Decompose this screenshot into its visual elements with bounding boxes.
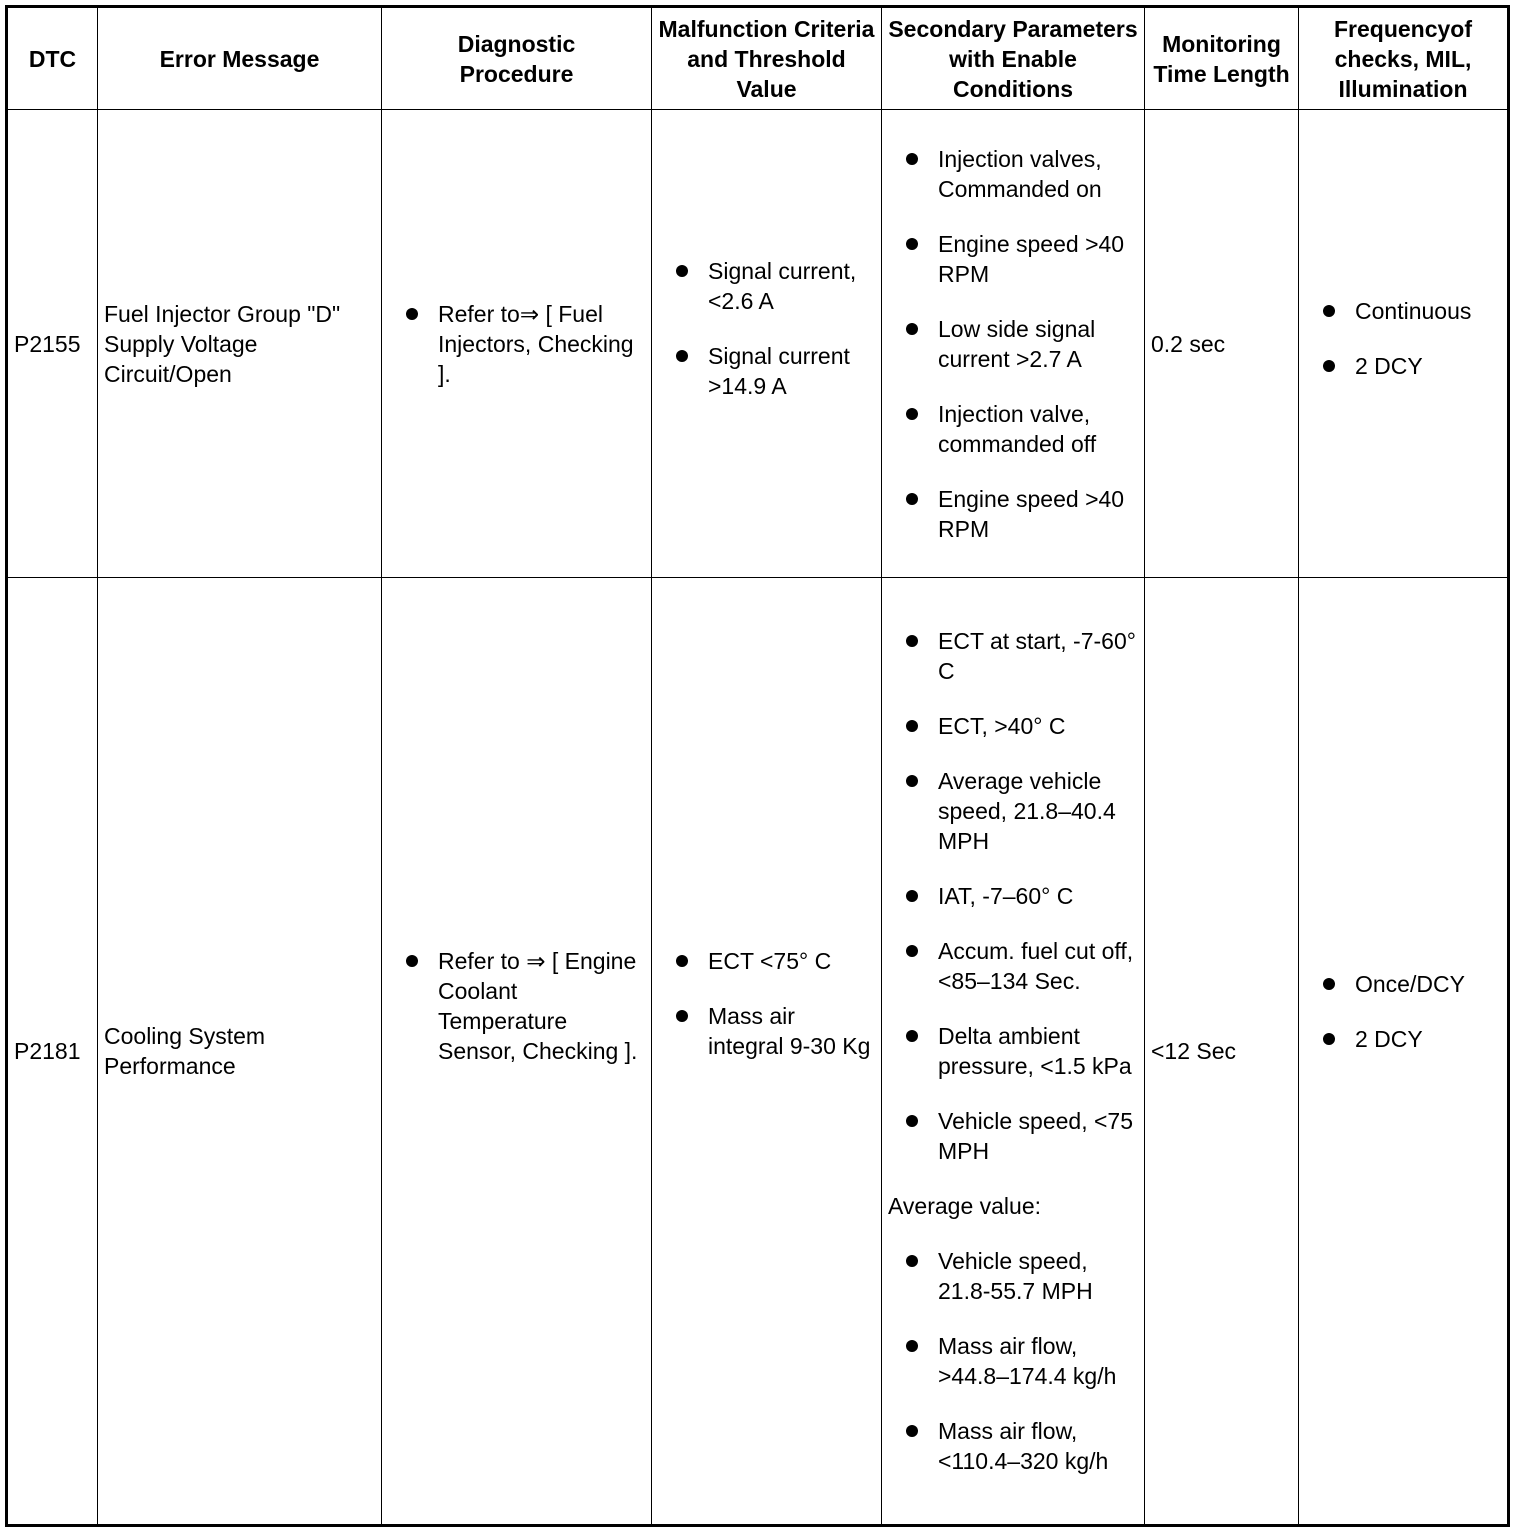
monitoring-time: <12 Sec [1145, 578, 1299, 1526]
bullet-icon [906, 493, 918, 505]
list-item-text: Engine speed >40 RPM [938, 485, 1125, 542]
secondary-item [888, 229, 1138, 289]
bullet-icon [1323, 1033, 1335, 1045]
secondary-item [888, 1106, 1138, 1166]
secondary-item [888, 484, 1138, 544]
bullet-icon [906, 153, 918, 165]
diagnostic-procedure [382, 110, 652, 578]
frequency-item [1305, 296, 1501, 326]
bullet-icon [906, 408, 918, 420]
frequency-item [1305, 351, 1501, 381]
secondary-item [888, 626, 1138, 686]
list-item-text: ECT <75° C [708, 948, 832, 974]
bullet-icon [906, 1115, 918, 1127]
list-item-text: Injection valves, Commanded on [938, 145, 1102, 202]
bullet-icon [906, 1340, 918, 1352]
bullet-icon [906, 1030, 918, 1042]
bullet-icon [406, 308, 418, 320]
bullet-icon [906, 635, 918, 647]
frequency [1299, 110, 1509, 578]
bullet-icon [906, 945, 918, 957]
list-item-text: Vehicle speed, 21.8-55.7 MPH [938, 1248, 1093, 1304]
secondary-item [888, 1246, 1138, 1306]
list-item-text: Once/DCY [1355, 970, 1465, 997]
list-item-text: Accum. fuel cut off, <85–134 Sec. [938, 938, 1134, 994]
bullet-icon [906, 775, 918, 787]
diagnostic-procedure [382, 578, 652, 1526]
header-dtc: DTC [7, 7, 98, 110]
bullet-icon [906, 720, 918, 732]
bullet-icon [676, 955, 688, 967]
frequency-item [1305, 1024, 1501, 1054]
table-row [7, 110, 1509, 578]
dtc-table [5, 5, 1510, 1527]
frequency [1299, 578, 1509, 1526]
bullet-icon [676, 265, 688, 277]
criteria-item [658, 1001, 875, 1061]
secondary-item [888, 1021, 1138, 1081]
list-item-text: Refer to ⇒ [ Engine Coolant Temperature Sensor, Checking ]. [438, 948, 638, 1064]
list-item-text: Signal current, <2.6 A [708, 258, 857, 314]
criteria-item [658, 256, 875, 316]
list-item-text: IAT, -7–60° C [938, 883, 1074, 909]
list-item-text: Injection valve, commanded off [938, 400, 1097, 457]
list-item-text: 2 DCY [1355, 353, 1423, 379]
secondary-item [888, 711, 1138, 741]
monitoring-time: 0.2 sec [1145, 110, 1299, 578]
secondary-item [888, 144, 1138, 204]
secondary-item [888, 399, 1138, 459]
bullet-icon [1323, 305, 1335, 317]
secondary-item [888, 881, 1138, 911]
bullet-icon [406, 955, 418, 967]
secondary-item [888, 1331, 1138, 1391]
malfunction-criteria [652, 578, 882, 1526]
bullet-icon [676, 1010, 688, 1022]
criteria-item [658, 946, 875, 976]
list-item-text: Signal current >14.9 A [708, 343, 850, 399]
list-item-text: Low side signal current >2.7 A [938, 315, 1096, 372]
secondary-item [888, 766, 1138, 856]
table-row [7, 578, 1509, 1526]
list-item-text: Continuous [1355, 298, 1472, 324]
secondary-item [888, 1416, 1138, 1476]
bullet-icon [906, 890, 918, 902]
header-error-message: Error Message [98, 7, 382, 110]
header-malfunction-criteria: Malfunction Criteria and Threshold Value [652, 7, 882, 110]
bullet-icon [1323, 978, 1335, 990]
bullet-icon [906, 1425, 918, 1437]
list-item-text: Mass air integral 9-30 Kg [708, 1003, 871, 1059]
error-message: Fuel Injector Group "D" Supply Voltage Circuit/Open [98, 110, 382, 578]
average-value-label: Average value: [888, 1193, 1042, 1219]
malfunction-criteria [652, 110, 882, 578]
list-item-text: Mass air flow, <110.4–320 kg/h [938, 1418, 1109, 1474]
list-item-text: Average vehicle speed, 21.8–40.4 MPH [938, 768, 1116, 854]
header-row [7, 7, 1509, 110]
dtc-code: P2181 [7, 578, 98, 1526]
procedure-item [388, 946, 641, 1066]
list-item-text: Refer to⇒ [ Fuel Injectors, Checking ]. [438, 300, 634, 387]
header-secondary-parameters: Secondary Parameters with Enable Conditions [882, 7, 1145, 110]
error-message: Cooling System Performance [98, 578, 382, 1526]
dtc-code: P2155 [7, 110, 98, 578]
bullet-icon [906, 323, 918, 335]
frequency-item [1305, 969, 1501, 999]
criteria-item [658, 341, 875, 401]
list-item-text: Delta ambient pressure, <1.5 kPa [938, 1023, 1132, 1079]
list-item-text: ECT, >40° C [938, 713, 1066, 739]
secondary-item [888, 314, 1138, 374]
header-diagnostic-procedure: Diagnostic Procedure [382, 7, 652, 110]
list-item-text: Vehicle speed, <75 MPH [938, 1108, 1134, 1164]
header-monitoring-time: Monitoring Time Length [1145, 7, 1299, 110]
bullet-icon [676, 350, 688, 362]
list-item-text: ECT at start, -7-60° C [938, 628, 1136, 684]
bullet-icon [906, 238, 918, 250]
list-item-text: 2 DCY [1355, 1025, 1423, 1052]
list-item-text: Mass air flow, >44.8–174.4 kg/h [938, 1333, 1117, 1389]
bullet-icon [1323, 360, 1335, 372]
list-item-text: Engine speed >40 RPM [938, 230, 1125, 287]
procedure-item [388, 299, 637, 389]
secondary-parameters [882, 110, 1145, 578]
bullet-icon [906, 1255, 918, 1267]
secondary-item [888, 936, 1138, 996]
header-frequency: Frequencyof checks, MIL, Illumination [1299, 7, 1509, 110]
secondary-parameters [882, 578, 1145, 1526]
